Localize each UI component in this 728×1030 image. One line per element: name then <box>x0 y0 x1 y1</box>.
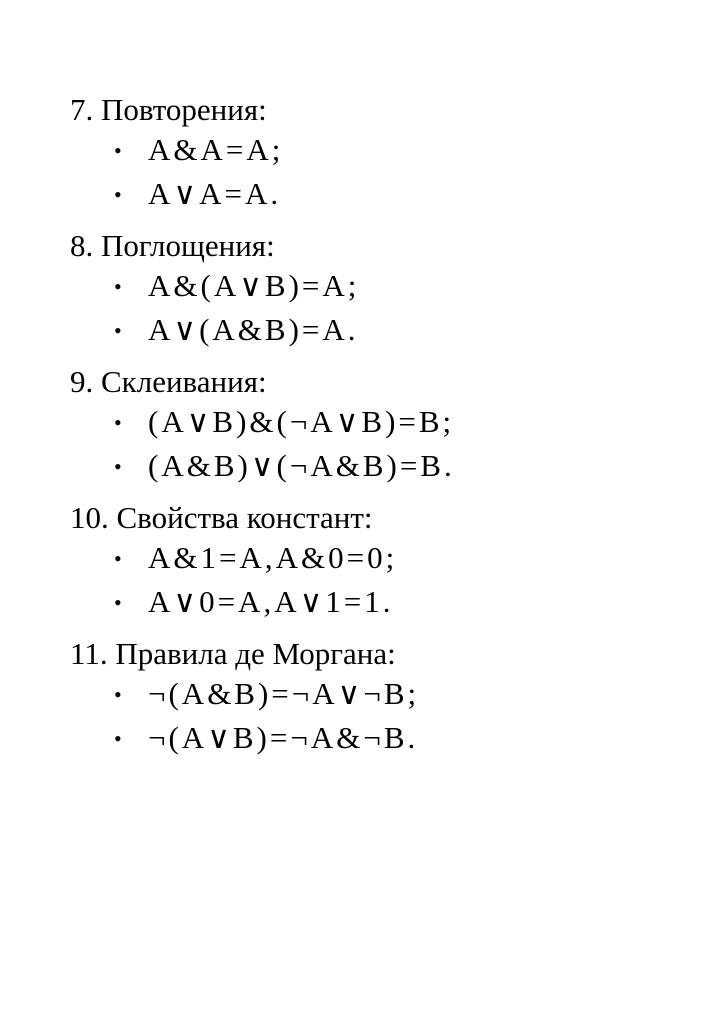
formula: A∨(A&B)=A. <box>148 312 359 347</box>
formula-list <box>70 536 710 624</box>
section-heading: 8. Поглощения: <box>70 228 275 263</box>
section-heading: 10. Свойства констант: <box>70 500 373 535</box>
formula: A&1=A,A&0=0; <box>148 540 398 575</box>
section-constants <box>70 500 710 624</box>
bullet-icon: • <box>114 182 122 207</box>
formula: A∨0=A,A∨1=1. <box>148 584 394 619</box>
list-item <box>70 264 710 308</box>
formula: (A∨B)&(¬A∨B)=B; <box>148 404 455 439</box>
list-item <box>70 536 710 580</box>
formula: ¬(A∨B)=¬A&¬B. <box>148 720 419 755</box>
formula: (A&B)∨(¬A&B)=B. <box>148 448 455 483</box>
section-repetition <box>70 92 710 216</box>
formula-list <box>70 672 710 760</box>
list-item <box>70 172 710 216</box>
formula: A∨A=A. <box>148 176 282 211</box>
formula: ¬(A&B)=¬A∨¬B; <box>148 676 420 711</box>
list-item <box>70 716 710 760</box>
section-heading: 11. Правила де Моргана: <box>70 636 396 671</box>
bullet-icon: • <box>114 682 122 707</box>
section-gluing <box>70 364 710 488</box>
section-heading: 9. Склеивания: <box>70 364 267 399</box>
bullet-icon: • <box>114 726 122 751</box>
list-item <box>70 580 710 624</box>
section-absorption <box>70 228 710 352</box>
bullet-icon: • <box>114 138 122 163</box>
list-item <box>70 128 710 172</box>
formula: A&A=A; <box>148 132 284 167</box>
bullet-icon: • <box>114 274 122 299</box>
section-heading: 7. Повторения: <box>70 92 267 127</box>
list-item <box>70 444 710 488</box>
list-item <box>70 672 710 716</box>
list-item <box>70 400 710 444</box>
bullet-icon: • <box>114 410 122 435</box>
formula-list <box>70 400 710 488</box>
formula: A&(A∨B)=A; <box>148 268 360 303</box>
section-de-morgan <box>70 636 710 760</box>
document-page <box>70 92 710 772</box>
list-item <box>70 308 710 352</box>
bullet-icon: • <box>114 590 122 615</box>
formula-list <box>70 264 710 352</box>
bullet-icon: • <box>114 546 122 571</box>
formula-list <box>70 128 710 216</box>
bullet-icon: • <box>114 318 122 343</box>
bullet-icon: • <box>114 454 122 479</box>
